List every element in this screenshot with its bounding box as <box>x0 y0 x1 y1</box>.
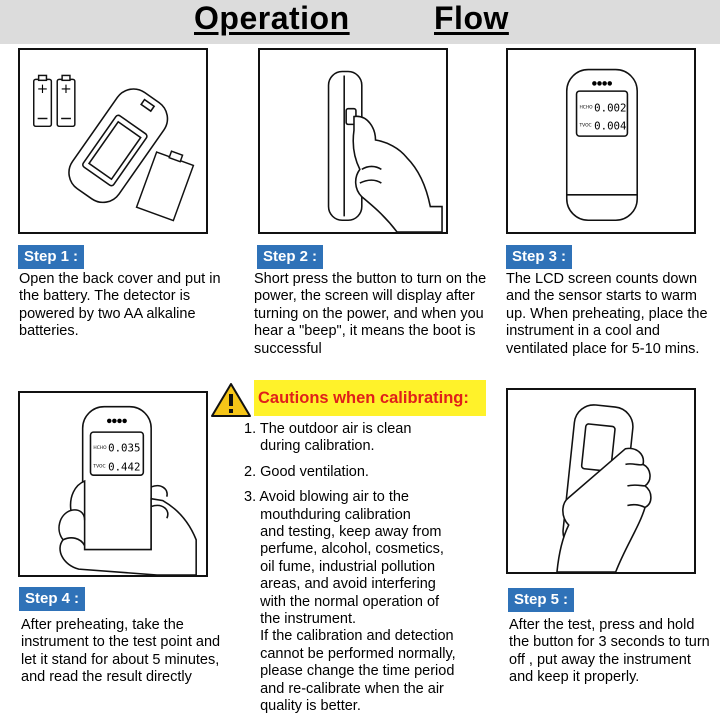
step4-label: Step 4 : <box>19 587 85 611</box>
step4-description: After preheating, take the instrument to the test point and let it stand for about 5 minutes, and read the result directly <box>21 617 221 686</box>
step4-reading-tvoc: 0.442 <box>108 460 141 474</box>
header-bar <box>0 0 720 44</box>
step1-description: Open the back cover and put in the battery. The detector is powered by two AA alkaline batteries. <box>19 271 221 340</box>
step5-label: Step 5 : <box>508 588 574 612</box>
step3-label: Step 3 : <box>506 245 572 269</box>
svg-text:+: + <box>60 81 72 98</box>
caution-item-1: 1. The outdoor air is clean during calibration. <box>244 421 412 455</box>
step1-illustration <box>18 48 208 234</box>
step3-label-hcho: HCHO <box>579 105 593 111</box>
reading-result-drawing <box>20 393 206 575</box>
caution-item-3: 3. Avoid blowing air to the mouthduring calibration and testing, keep away from perfume, alcohol, cosmetics, oil fume, industrial pollution areas, and avoid interfering with the normal operation of the instrument. If the calibration and detection cannot be performed normally, please change the time period and re-calibrate when the air quality is better. <box>244 489 456 715</box>
step1-label: Step 1 : <box>18 245 84 269</box>
title-word-operation: Operation <box>194 0 350 36</box>
lcd-countdown-drawing <box>508 50 694 232</box>
step3-description: The LCD screen counts down and the sensor starts to warm up. When preheating, place the instrument in a cool and ventilated place for 5-10 mins. <box>506 271 708 357</box>
svg-text:●●●●: ●●●● <box>591 81 613 88</box>
step2-label: Step 2 : <box>257 245 323 269</box>
step3-reading-hcho: 0.002 <box>594 101 627 115</box>
step4-label-tvoc: TVOC <box>93 464 106 470</box>
step4-illustration <box>18 391 208 577</box>
power-button-drawing <box>260 50 446 232</box>
step3-label-tvoc: TVOC <box>579 123 592 129</box>
title-word-flow: Flow <box>434 0 509 36</box>
caution-item-2: 2. Good ventilation. <box>244 463 369 480</box>
battery-install-drawing <box>20 50 206 232</box>
svg-text:+: + <box>36 81 49 98</box>
step3-reading-tvoc: 0.004 <box>594 119 627 133</box>
power-off-drawing <box>508 390 694 572</box>
step2-illustration <box>258 48 448 234</box>
step3-illustration <box>506 48 696 234</box>
svg-text:●●●●: ●●●● <box>106 418 128 425</box>
step4-label-hcho: HCHO <box>93 445 107 451</box>
cautions-heading: Cautions when calibrating: <box>254 380 486 416</box>
step2-description: Short press the button to turn on the power, the screen will display after turning on the power, and when you hear a "beep", it means the boot is successful <box>254 271 487 357</box>
step5-description: After the test, press and hold the button for 3 seconds to turn off , put away the instrument and keep it properly. <box>509 617 710 686</box>
cautions-list <box>244 421 494 716</box>
warning-triangle-icon <box>210 382 252 418</box>
step4-reading-hcho: 0.035 <box>108 441 141 455</box>
step5-illustration <box>506 388 696 574</box>
